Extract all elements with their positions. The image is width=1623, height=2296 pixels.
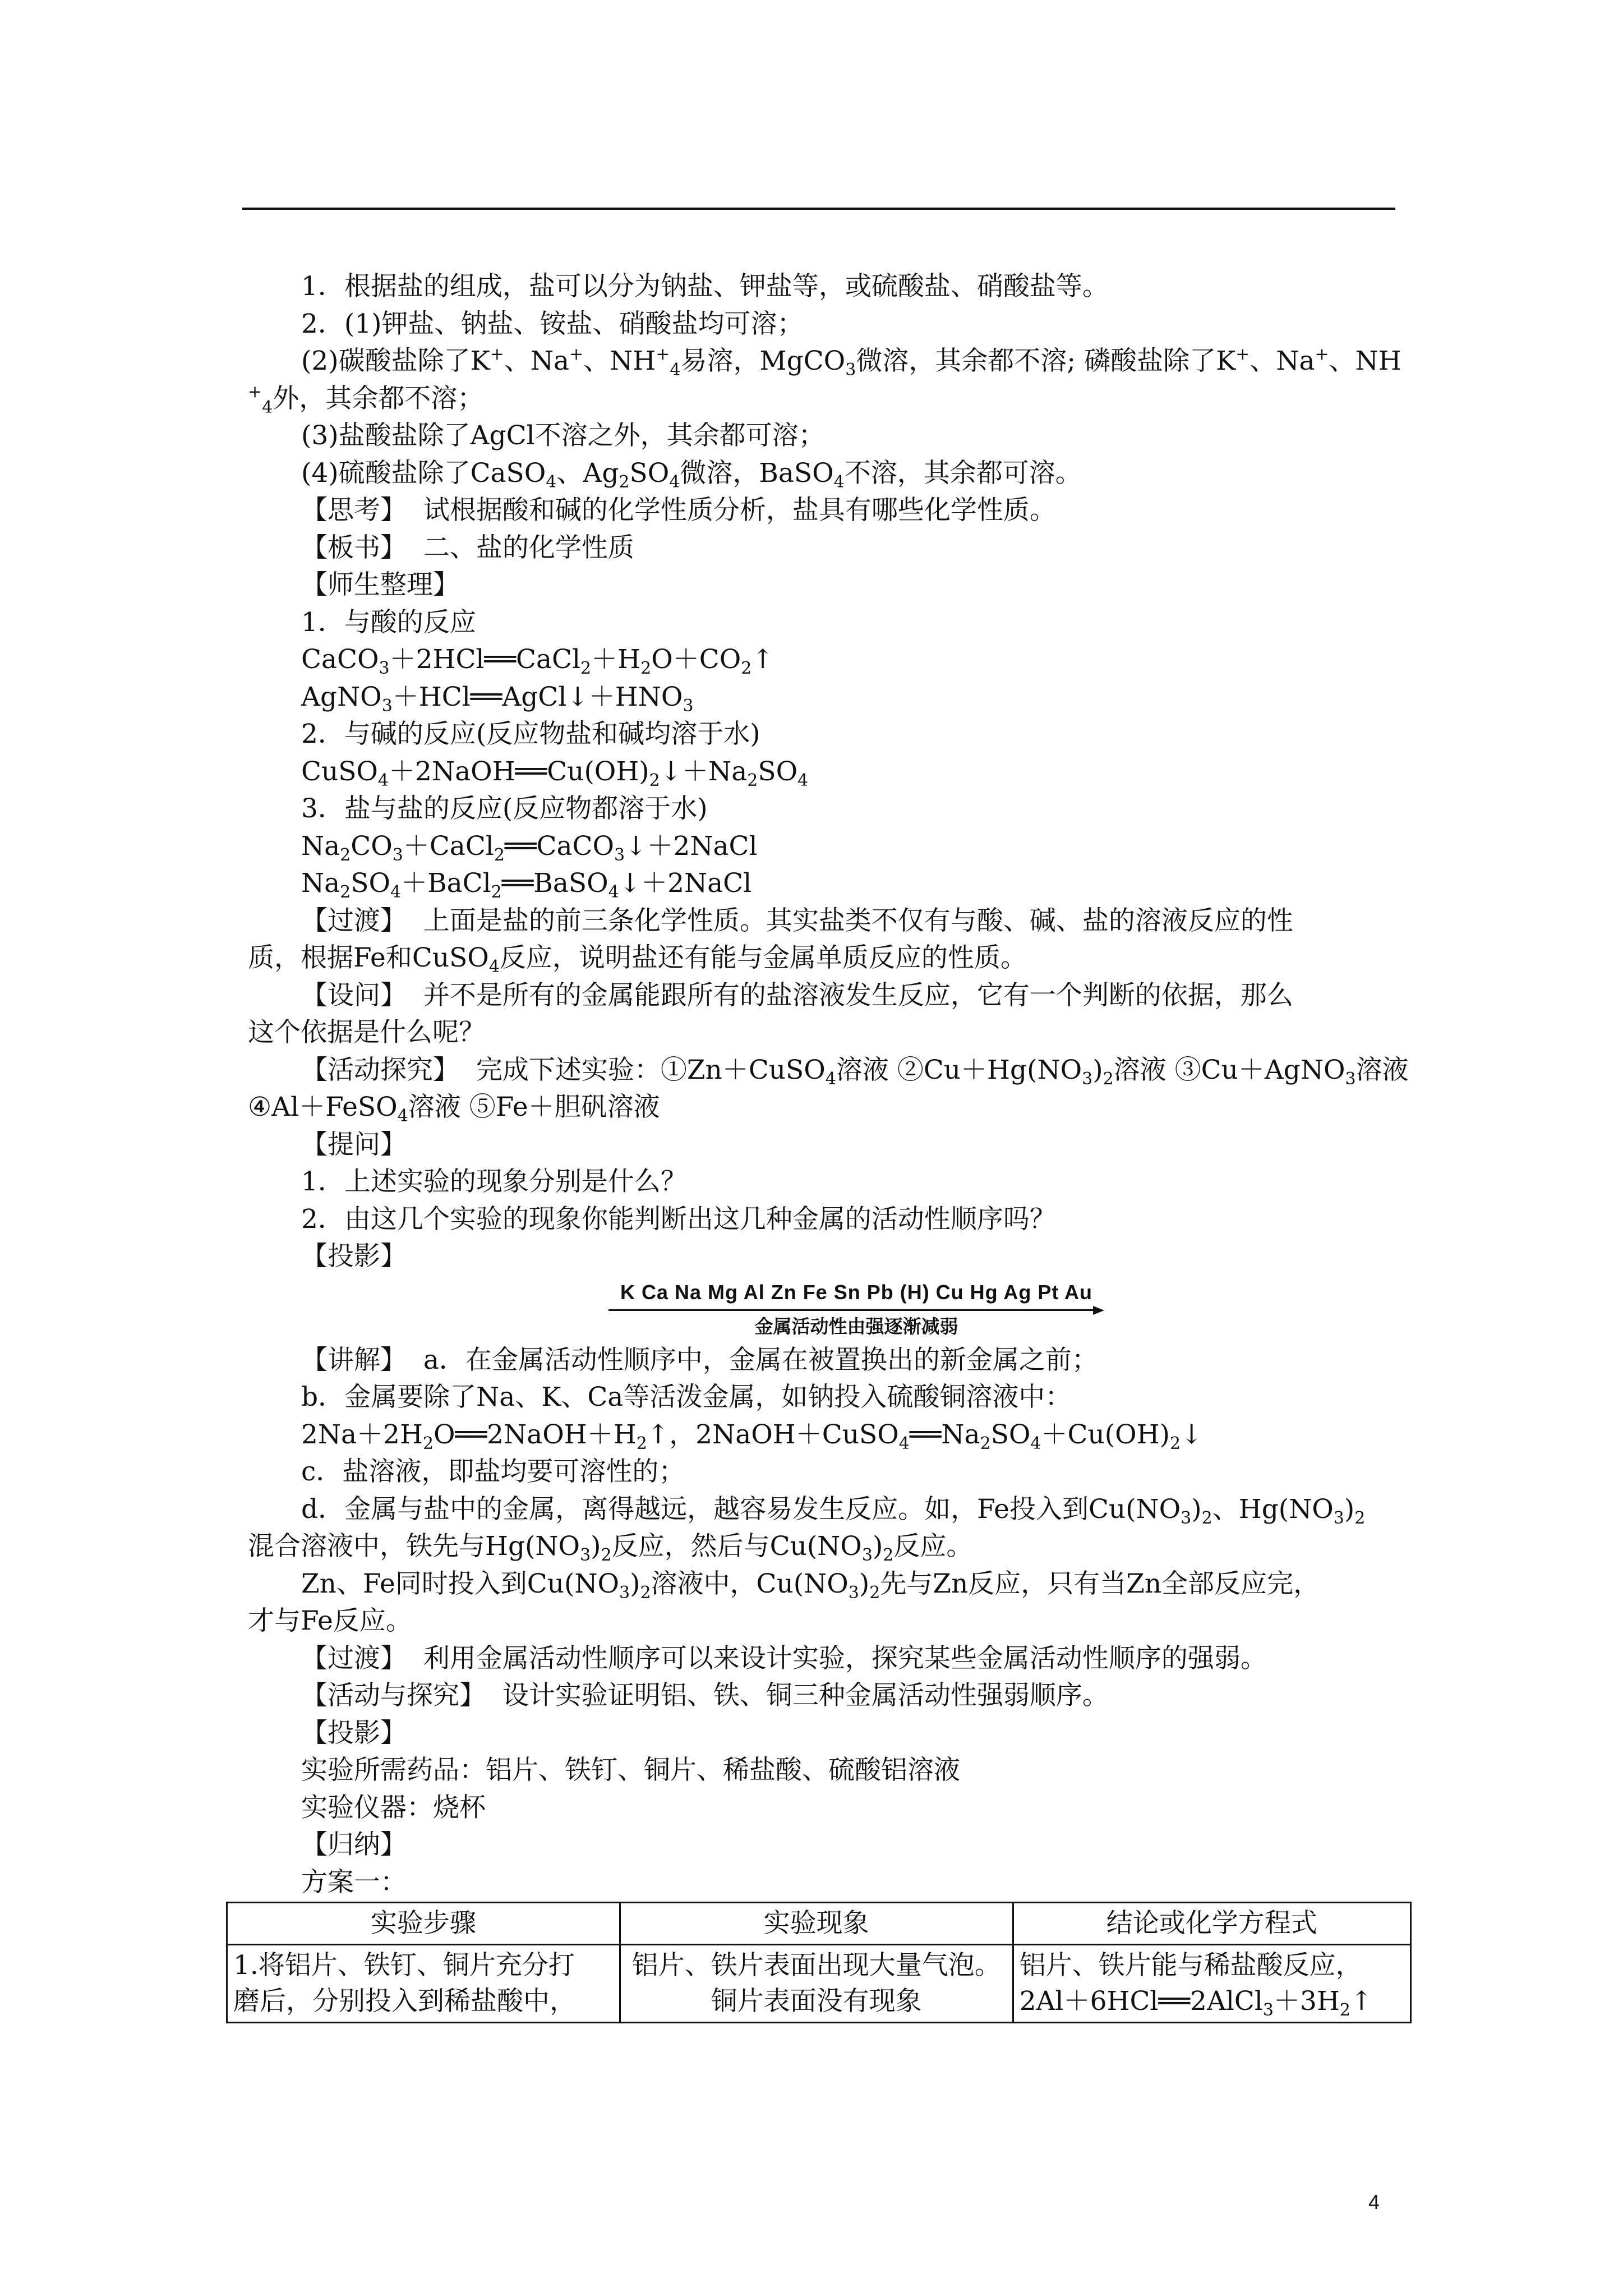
- question-paragraph: [248, 977, 1414, 1015]
- table-cell-conclusion: [1013, 1945, 1410, 2023]
- solubility-chloride: (3)盐酸盐除了AgCl不溶之外，其余都可溶；: [301, 420, 825, 451]
- projection-tag: 【投影】: [301, 1241, 407, 1272]
- explain-a: a．在金属活动性顺序中，金属在被置换出的新金属之前；: [423, 1344, 1098, 1375]
- explore-tag: 【活动与探究】: [301, 1680, 486, 1711]
- table-header-observation: 实验现象: [620, 1903, 1013, 1945]
- solubility-carbonate-cont: +$_4$外，其余都不溶；: [248, 381, 484, 417]
- activity-cont: ④Al＋FeSO$_4$溶液 ⑤Fe＋胆矾溶液: [248, 1092, 660, 1126]
- prop-acid-title: 1．与酸的反应: [301, 606, 476, 638]
- board-paragraph: [248, 530, 1414, 567]
- instruments: 实验仪器：烧杯: [301, 1792, 486, 1823]
- prop-base-title: 2．与碱的反应(反应物盐和碱均溶于水): [301, 719, 760, 749]
- observation-line-1: 铝片、铁片表面出现大量气泡。: [631, 1950, 1001, 1981]
- table-header-conclusion: 结论或化学方程式: [1013, 1903, 1410, 1945]
- transition-2-tag: 【过渡】: [301, 1642, 407, 1674]
- transition-2: [248, 1640, 1414, 1678]
- solubility-carbonate: (2)碳酸盐除了K+、Na+、$NH^+_4$易溶，MgCO$_3$微溶，其余都不溶; 磷酸盐除了K+、Na+、NH: [301, 344, 1401, 380]
- activity-series-metals: K Ca Na Mg Al Zn Fe Sn Pb (H) Cu Hg Ag Pt Au: [620, 1280, 1092, 1304]
- activity-text: 完成下述实验：: [476, 1054, 661, 1085]
- table-row: [227, 1945, 1411, 2023]
- transition-1-cont: 质，根据Fe和CuSO$_4$反应，说明盐还有能与金属单质反应的性质。: [248, 942, 1027, 977]
- explain-paragraph: [248, 1342, 1414, 1379]
- question-text: 并不是所有的金属能跟所有的盐溶液发生反应，它有一个判断的依据，那么: [423, 979, 1293, 1011]
- equation-cuso4: $CuSO_4+2NaOH══Cu(OH)_2↓+Na_2SO_4$: [301, 756, 809, 790]
- table-cell-observation: [620, 1945, 1013, 2023]
- explain-b: b．金属要除了Na、K、Ca等活泼金属，如钠投入硫酸铜溶液中：: [301, 1382, 1072, 1412]
- transition-1: [248, 903, 1414, 940]
- board-tag: 【板书】: [301, 532, 407, 563]
- summary-tag: 【归纳】: [301, 1829, 407, 1860]
- intro-line-2: 2．(1)钾盐、钠盐、铵盐、硝酸盐均可溶；: [301, 308, 804, 339]
- question-text-2: 这个依据是什么呢？: [248, 1017, 485, 1048]
- table-header-step: 实验步骤: [227, 1903, 620, 1945]
- equation-caco3: $CaCO_3+2HCl══CaCl_2+H_2O+CO_2↑$: [301, 644, 774, 678]
- activity-series-figure: [604, 1279, 1109, 1340]
- explain-d-cont: 混合溶液中，铁先与$Hg(NO_3)_2$反应，然后与$Cu(NO_3)_2$反应。: [248, 1531, 973, 1565]
- arrow-right-icon: [608, 1306, 1104, 1314]
- step-line-2: 磨后，分别投入到稀盐酸中，: [233, 1986, 576, 2017]
- think-tag: 【思考】: [301, 495, 407, 526]
- activity-tag: 【活动探究】: [301, 1054, 459, 1085]
- transition-1-text: 上面是盐的前三条化学性质。其实盐类不仅有与酸、碱、盐的溶液反应的性: [423, 905, 1293, 936]
- explain-c: c．盐溶液，即盐均要可溶性的；: [301, 1456, 685, 1487]
- plan-title: 方案一：: [301, 1866, 407, 1898]
- equation-agno3: $AgNO_3+HCl══AgCl↓+HNO_3$: [301, 681, 694, 716]
- reagents: 实验所需药品：铝片、铁钉、铜片、稀盐酸、硫酸铝溶液: [301, 1755, 960, 1786]
- step-line-1: 1.将铝片、铁钉、铜片充分打: [233, 1950, 575, 1981]
- transition-1-text-2: 反应，说明盐还有能与金属单质反应的性质。: [499, 942, 1027, 973]
- transition-1-tag: 【过渡】: [301, 905, 407, 936]
- explain-zn-fe: Zn、Fe同时投入到$Cu(NO_3)_2$溶液中，$Cu(NO_3)_2$先与Zn反应，只有当Zn全部反应完，: [301, 1568, 1320, 1603]
- conclusion-line-1: 铝片、铁片能与稀盐酸反应，: [1019, 1950, 1362, 1981]
- explore-paragraph: [248, 1677, 1414, 1715]
- think-paragraph: [248, 492, 1414, 530]
- experiment-table: [226, 1902, 1412, 2023]
- explain-zn-fe-cont: 才与Fe反应。: [248, 1605, 412, 1636]
- ask-q2: 2．由这几个实验的现象你能判断出这几种金属的活动性顺序吗？: [301, 1203, 1056, 1235]
- ask-q1: 1．上述实验的现象分别是什么？: [301, 1166, 687, 1197]
- projection-2-tag: 【投影】: [301, 1717, 407, 1749]
- table-cell-step: [227, 1945, 620, 2023]
- observation-line-2: 铜片表面没有现象: [711, 1986, 922, 2017]
- equation-sodium: $2Na+2H_2O══2NaOH+H_2↑$，$2NaOH+CuSO_4══Na_2SO_4+Cu(OH)_2↓$: [301, 1419, 1203, 1453]
- explain-d: d．金属与盐中的金属，离得越远，越容易发生反应。如，Fe投入到$Cu(NO_3)_2$、$Hg(NO_3)_2$: [301, 1493, 1366, 1528]
- explain-tag: 【讲解】: [301, 1344, 407, 1375]
- board-text: 二、盐的化学性质: [423, 532, 634, 563]
- page-number: 4: [1368, 2191, 1380, 2214]
- activity-paragraph: 【活动探究】 完成下述实验：①Zn＋CuSO$_4$溶液 $②Cu+Hg(NO_3)_2$溶液 ③Cu＋AgNO$_3$溶液: [301, 1054, 1409, 1089]
- activity-series-caption: 金属活动性由强逐渐减弱: [754, 1315, 958, 1337]
- table-header-row: [227, 1903, 1411, 1945]
- conclusion-equation: $2Al+6HCl══2AlCl_3+3H_2↑$: [1019, 1986, 1373, 2020]
- sort-tag: 【师生整理】: [301, 569, 459, 600]
- solubility-sulfate: (4)硫酸盐除了CaSO$_4$、$Ag_2SO_4$微溶，BaSO$_4$不溶，其余都可溶。: [301, 457, 1082, 492]
- intro-line-1: 1．根据盐的组成，盐可以分为钠盐、钾盐等，或硫酸盐、硝酸盐等。: [301, 271, 1109, 302]
- transition-2-text: 利用金属活动性顺序可以来设计实验，探究某些金属活动性顺序的强弱。: [423, 1642, 1267, 1674]
- equation-na2so4: $Na_2SO_4+BaCl_2══BaSO_4↓+2NaCl$: [301, 868, 752, 902]
- question-tag: 【设问】: [301, 979, 407, 1011]
- equation-na2co3: $Na_2CO_3+CaCl_2══CaCO_3↓+2NaCl$: [301, 830, 758, 865]
- document-body: [248, 268, 1414, 1901]
- ask-tag: 【提问】: [301, 1129, 407, 1160]
- header-rule: [242, 208, 1395, 210]
- think-text: 试根据酸和碱的化学性质分析，盐具有哪些化学性质。: [423, 495, 1056, 526]
- prop-salt-title: 3．盐与盐的反应(反应物都溶于水): [301, 793, 708, 824]
- explore-text: 设计实验证明铝、铁、铜三种金属活动性强弱顺序。: [502, 1680, 1109, 1711]
